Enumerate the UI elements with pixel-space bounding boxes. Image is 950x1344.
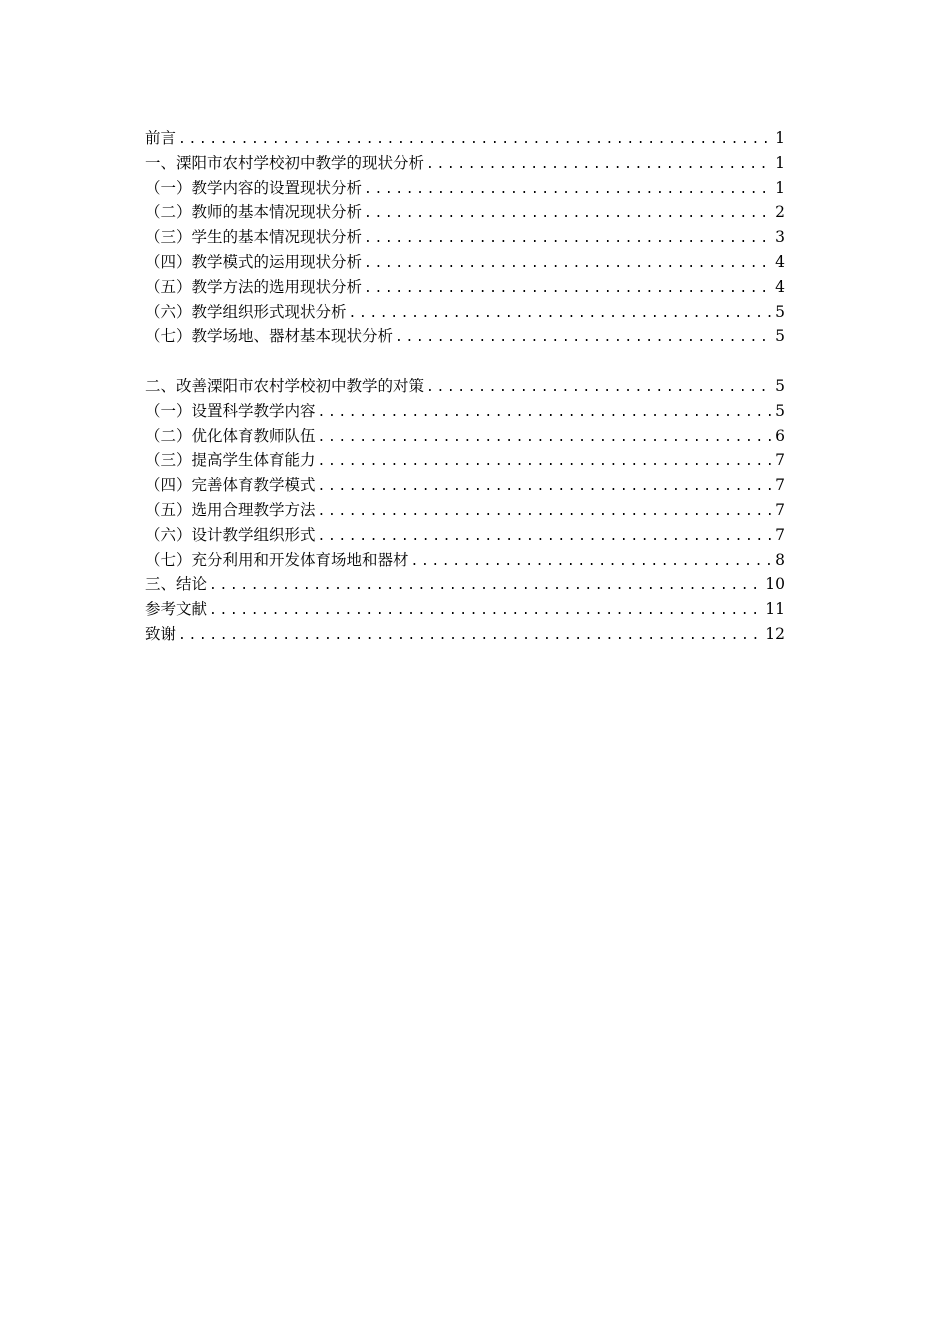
toc-entry-title: （一）设置科学教学内容: [145, 401, 316, 420]
toc-entry-preface[interactable]: [145, 126, 785, 151]
toc-entry-page: 4: [775, 252, 785, 271]
toc-entry-page: 7: [775, 500, 785, 519]
toc-entry-2-7[interactable]: [145, 548, 785, 573]
toc-entry-page: 5: [775, 376, 785, 395]
toc-entry-title: 一、溧阳市农村学校初中教学的现状分析: [145, 153, 425, 172]
dot-leader: [178, 128, 773, 151]
dot-leader: [411, 550, 774, 573]
dot-leader: [178, 624, 763, 647]
toc-entry-page: 7: [775, 476, 785, 495]
toc-entry-title: 前言: [145, 129, 177, 147]
toc-entry-title: 二、改善溧阳市农村学校初中教学的对策: [145, 376, 425, 395]
dot-leader: [364, 178, 773, 201]
toc-entry-page: 3: [775, 228, 785, 247]
toc-entry-title: （七）教学场地、器材基本现状分析: [145, 327, 394, 346]
dot-leader: [426, 376, 773, 399]
dot-leader: [426, 153, 773, 176]
toc-entry-acknowledgements[interactable]: [145, 622, 785, 647]
toc-entry-page: 5: [775, 302, 785, 321]
toc-entry-page: 5: [775, 327, 785, 346]
toc-entry-title: （三）提高学生体育能力: [145, 451, 316, 470]
dot-leader: [364, 277, 773, 300]
toc-entry-2-1[interactable]: [145, 399, 785, 424]
toc-entry-1-1[interactable]: [145, 176, 785, 201]
dot-leader: [318, 475, 774, 498]
dot-leader: [318, 525, 774, 548]
dot-leader: [364, 227, 773, 250]
toc-entry-2-6[interactable]: [145, 523, 785, 548]
toc-entry-2-5[interactable]: [145, 498, 785, 523]
toc-entry-title: 三、结论: [145, 575, 208, 594]
toc-entry-title: （二）优化体育教师队伍: [145, 426, 316, 445]
toc-entry-2-4[interactable]: [145, 473, 785, 498]
toc-entry-title: （二）教师的基本情况现状分析: [145, 203, 363, 222]
toc-entry-title: （六）教学组织形式现状分析: [145, 302, 347, 321]
toc-entry-title: 参考文献: [145, 600, 208, 619]
toc-entry-title: （七）充分利用和开发体育场地和器材: [145, 550, 409, 569]
toc-entry-page: 12: [765, 624, 785, 643]
toc-entry-1-2[interactable]: [145, 200, 785, 225]
dot-leader: [318, 500, 774, 523]
toc-entry-1-4[interactable]: [145, 250, 785, 275]
dot-leader: [209, 599, 763, 622]
toc-entry-1-6[interactable]: [145, 300, 785, 325]
toc-entry-2-2[interactable]: [145, 424, 785, 449]
toc-entry-title: （五）选用合理教学方法: [145, 500, 316, 519]
dot-leader: [364, 202, 773, 225]
toc-entry-2-3[interactable]: [145, 448, 785, 473]
toc-entry-1-3[interactable]: [145, 225, 785, 250]
toc-entry-page: 2: [775, 203, 785, 222]
toc-entry-1-7[interactable]: [145, 324, 785, 349]
toc-entry-1-5[interactable]: [145, 275, 785, 300]
toc-entry-chapter-1[interactable]: [145, 151, 785, 176]
toc-entry-page: 7: [775, 525, 785, 544]
toc-entry-page: 1: [775, 178, 785, 197]
toc-entry-page: 1: [775, 129, 785, 147]
toc-entry-title: （三）学生的基本情况现状分析: [145, 228, 363, 247]
toc-entry-title: （六）设计教学组织形式: [145, 525, 316, 544]
toc-entry-page: 10: [765, 575, 785, 594]
toc-entry-title: （四）完善体育教学模式: [145, 476, 316, 495]
toc-entry-title: 致谢: [145, 624, 177, 643]
dot-leader: [395, 326, 773, 349]
dot-leader: [364, 252, 773, 275]
toc-entry-references[interactable]: [145, 597, 785, 622]
toc-entry-title: （五）教学方法的选用现状分析: [145, 277, 363, 296]
toc-entry-title: （四）教学模式的运用现状分析: [145, 252, 363, 271]
toc-entry-title: （一）教学内容的设置现状分析: [145, 178, 363, 197]
toc-entry-page: 6: [775, 426, 785, 445]
toc-entry-page: 11: [765, 600, 785, 619]
dot-leader: [318, 426, 774, 449]
table-of-contents: [145, 126, 785, 647]
toc-entry-page: 7: [775, 451, 785, 470]
toc-entry-page: 1: [775, 153, 785, 172]
dot-leader: [209, 574, 763, 597]
toc-entry-conclusion[interactable]: [145, 572, 785, 597]
dot-leader: [349, 302, 774, 325]
dot-leader: [318, 401, 774, 424]
toc-entry-page: 8: [775, 550, 785, 569]
toc-entry-page: 4: [775, 277, 785, 296]
dot-leader: [318, 450, 774, 473]
blank-line: [145, 349, 785, 374]
toc-entry-page: 5: [775, 401, 785, 420]
toc-entry-chapter-2[interactable]: [145, 374, 785, 399]
